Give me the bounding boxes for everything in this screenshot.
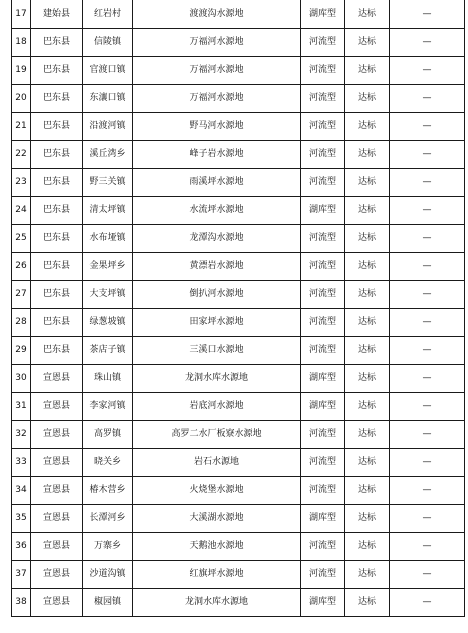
town-cell: 晓关乡 [83, 449, 133, 477]
remark-cell: — [390, 477, 465, 505]
row-number-cell: 30 [12, 365, 31, 393]
remark-cell: — [390, 561, 465, 589]
source-type-cell: 湖库型 [301, 197, 345, 225]
county-cell: 巴东县 [31, 337, 83, 365]
row-number-cell: 36 [12, 533, 31, 561]
status-cell: 达标 [345, 309, 390, 337]
remark-cell: — [390, 253, 465, 281]
status-cell: 达标 [345, 533, 390, 561]
source-type-cell: 湖库型 [301, 0, 345, 29]
row-number-cell: 19 [12, 57, 31, 85]
status-cell: 达标 [345, 141, 390, 169]
source-type-cell: 湖库型 [301, 589, 345, 617]
county-cell: 巴东县 [31, 57, 83, 85]
county-cell: 宣恩县 [31, 533, 83, 561]
water-source-cell: 岩石水源地 [133, 449, 301, 477]
table-row [12, 505, 465, 533]
county-cell: 巴东县 [31, 281, 83, 309]
remark-cell: — [390, 393, 465, 421]
county-cell: 巴东县 [31, 169, 83, 197]
row-number-cell: 22 [12, 141, 31, 169]
water-source-cell: 大溪湖水源地 [133, 505, 301, 533]
county-cell: 巴东县 [31, 85, 83, 113]
town-cell: 大支坪镇 [83, 281, 133, 309]
remark-cell: — [390, 57, 465, 85]
town-cell: 金果坪乡 [83, 253, 133, 281]
county-cell: 宣恩县 [31, 449, 83, 477]
row-number-cell: 21 [12, 113, 31, 141]
row-number-cell: 38 [12, 589, 31, 617]
status-cell: 达标 [345, 225, 390, 253]
status-cell: 达标 [345, 505, 390, 533]
county-cell: 宣恩县 [31, 365, 83, 393]
source-type-cell: 河流型 [301, 169, 345, 197]
county-cell: 巴东县 [31, 29, 83, 57]
source-type-cell: 河流型 [301, 253, 345, 281]
town-cell: 椒园镇 [83, 589, 133, 617]
source-type-cell: 河流型 [301, 337, 345, 365]
row-number-cell: 34 [12, 477, 31, 505]
source-type-cell: 河流型 [301, 57, 345, 85]
town-cell: 茶店子镇 [83, 337, 133, 365]
water-source-cell: 万福河水源地 [133, 29, 301, 57]
status-cell: 达标 [345, 0, 390, 29]
table-row [12, 393, 465, 421]
town-cell: 沿渡河镇 [83, 113, 133, 141]
water-source-cell: 火烧堡水源地 [133, 477, 301, 505]
table-row [12, 141, 465, 169]
county-cell: 宣恩县 [31, 477, 83, 505]
status-cell: 达标 [345, 421, 390, 449]
town-cell: 高罗镇 [83, 421, 133, 449]
remark-cell: — [390, 113, 465, 141]
town-cell: 信陵镇 [83, 29, 133, 57]
remark-cell: — [390, 85, 465, 113]
row-number-cell: 26 [12, 253, 31, 281]
town-cell: 红岩村 [83, 0, 133, 29]
table-row [12, 449, 465, 477]
status-cell: 达标 [345, 57, 390, 85]
table-row [12, 421, 465, 449]
water-source-cell: 龙潭沟水源地 [133, 225, 301, 253]
water-source-cell: 高罗二水厂板寮水源地 [133, 421, 301, 449]
table-row [12, 477, 465, 505]
status-cell: 达标 [345, 393, 390, 421]
table-row [12, 337, 465, 365]
town-cell: 野三关镇 [83, 169, 133, 197]
table-row [12, 113, 465, 141]
remark-cell: — [390, 365, 465, 393]
status-cell: 达标 [345, 449, 390, 477]
source-type-cell: 河流型 [301, 225, 345, 253]
county-cell: 巴东县 [31, 225, 83, 253]
county-cell: 宣恩县 [31, 561, 83, 589]
table-row [12, 57, 465, 85]
status-cell: 达标 [345, 589, 390, 617]
remark-cell: — [390, 589, 465, 617]
remark-cell: — [390, 141, 465, 169]
source-type-cell: 河流型 [301, 533, 345, 561]
table-row [12, 169, 465, 197]
water-source-cell: 田家坪水源地 [133, 309, 301, 337]
source-type-cell: 河流型 [301, 449, 345, 477]
town-cell: 长潭河乡 [83, 505, 133, 533]
water-source-cell: 雨溪坪水源地 [133, 169, 301, 197]
source-type-cell: 河流型 [301, 477, 345, 505]
row-number-cell: 35 [12, 505, 31, 533]
source-type-cell: 河流型 [301, 561, 345, 589]
row-number-cell: 31 [12, 393, 31, 421]
county-cell: 宣恩县 [31, 589, 83, 617]
source-type-cell: 河流型 [301, 29, 345, 57]
water-source-cell: 水流坪水源地 [133, 197, 301, 225]
remark-cell: — [390, 449, 465, 477]
row-number-cell: 20 [12, 85, 31, 113]
town-cell: 珠山镇 [83, 365, 133, 393]
table-row [12, 533, 465, 561]
town-cell: 绿葱坡镇 [83, 309, 133, 337]
source-type-cell: 河流型 [301, 113, 345, 141]
source-type-cell: 河流型 [301, 141, 345, 169]
row-number-cell: 23 [12, 169, 31, 197]
water-source-table [11, 0, 465, 617]
table-row [12, 281, 465, 309]
status-cell: 达标 [345, 29, 390, 57]
status-cell: 达标 [345, 113, 390, 141]
remark-cell: — [390, 29, 465, 57]
table-row [12, 561, 465, 589]
table-row [12, 29, 465, 57]
remark-cell: — [390, 337, 465, 365]
water-source-cell: 万福河水源地 [133, 85, 301, 113]
remark-cell: — [390, 0, 465, 29]
row-number-cell: 29 [12, 337, 31, 365]
row-number-cell: 17 [12, 0, 31, 29]
row-number-cell: 33 [12, 449, 31, 477]
county-cell: 巴东县 [31, 309, 83, 337]
town-cell: 东瀼口镇 [83, 85, 133, 113]
remark-cell: — [390, 505, 465, 533]
county-cell: 宣恩县 [31, 393, 83, 421]
county-cell: 宣恩县 [31, 505, 83, 533]
source-type-cell: 河流型 [301, 309, 345, 337]
water-source-cell: 野马河水源地 [133, 113, 301, 141]
table-row [12, 589, 465, 617]
water-source-cell: 岩底河水源地 [133, 393, 301, 421]
status-cell: 达标 [345, 85, 390, 113]
water-source-cell: 天鹅池水源地 [133, 533, 301, 561]
water-source-cell: 黄漂岩水源地 [133, 253, 301, 281]
source-type-cell: 湖库型 [301, 365, 345, 393]
row-number-cell: 32 [12, 421, 31, 449]
county-cell: 巴东县 [31, 197, 83, 225]
document-page [11, 0, 457, 617]
status-cell: 达标 [345, 337, 390, 365]
table-row [12, 225, 465, 253]
water-source-cell: 龙洞水库水源地 [133, 365, 301, 393]
town-cell: 椿木营乡 [83, 477, 133, 505]
county-cell: 巴东县 [31, 113, 83, 141]
source-type-cell: 湖库型 [301, 393, 345, 421]
town-cell: 沙道沟镇 [83, 561, 133, 589]
row-number-cell: 18 [12, 29, 31, 57]
remark-cell: — [390, 421, 465, 449]
status-cell: 达标 [345, 365, 390, 393]
status-cell: 达标 [345, 253, 390, 281]
remark-cell: — [390, 281, 465, 309]
source-type-cell: 河流型 [301, 421, 345, 449]
remark-cell: — [390, 309, 465, 337]
remark-cell: — [390, 225, 465, 253]
table-row [12, 85, 465, 113]
status-cell: 达标 [345, 169, 390, 197]
county-cell: 巴东县 [31, 141, 83, 169]
town-cell: 官渡口镇 [83, 57, 133, 85]
table-row [12, 253, 465, 281]
table-row [12, 365, 465, 393]
water-source-cell: 渡渡沟水源地 [133, 0, 301, 29]
water-source-cell: 万福河水源地 [133, 57, 301, 85]
row-number-cell: 25 [12, 225, 31, 253]
town-cell: 清太坪镇 [83, 197, 133, 225]
status-cell: 达标 [345, 477, 390, 505]
status-cell: 达标 [345, 281, 390, 309]
source-type-cell: 河流型 [301, 281, 345, 309]
town-cell: 万寨乡 [83, 533, 133, 561]
water-source-cell: 峰子岩水源地 [133, 141, 301, 169]
status-cell: 达标 [345, 197, 390, 225]
water-source-cell: 红旗坪水源地 [133, 561, 301, 589]
row-number-cell: 28 [12, 309, 31, 337]
table-row [12, 0, 465, 29]
remark-cell: — [390, 169, 465, 197]
remark-cell: — [390, 533, 465, 561]
town-cell: 溪丘湾乡 [83, 141, 133, 169]
table-body [12, 0, 465, 617]
row-number-cell: 27 [12, 281, 31, 309]
status-cell: 达标 [345, 561, 390, 589]
water-source-cell: 三溪口水源地 [133, 337, 301, 365]
source-type-cell: 湖库型 [301, 505, 345, 533]
town-cell: 水布垭镇 [83, 225, 133, 253]
source-type-cell: 河流型 [301, 85, 345, 113]
row-number-cell: 24 [12, 197, 31, 225]
table-row [12, 197, 465, 225]
county-cell: 建始县 [31, 0, 83, 29]
water-source-cell: 倒扒河水源地 [133, 281, 301, 309]
remark-cell: — [390, 197, 465, 225]
town-cell: 李家河镇 [83, 393, 133, 421]
row-number-cell: 37 [12, 561, 31, 589]
water-source-cell: 龙洞水库水源地 [133, 589, 301, 617]
county-cell: 巴东县 [31, 253, 83, 281]
table-row [12, 309, 465, 337]
county-cell: 宣恩县 [31, 421, 83, 449]
